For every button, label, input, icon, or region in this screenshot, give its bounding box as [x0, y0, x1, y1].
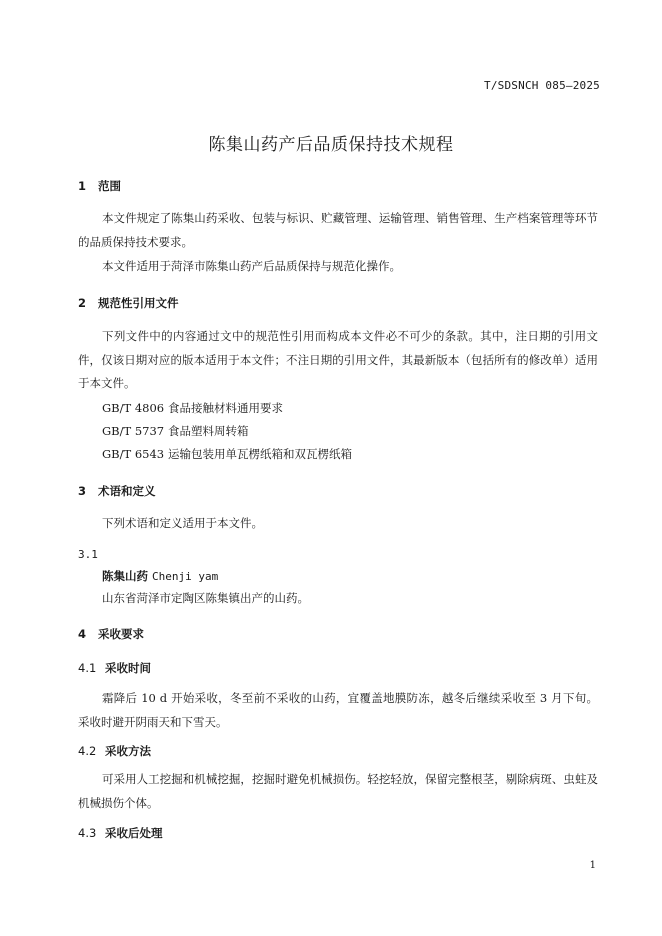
- reference-name: 食品塑料周转箱: [168, 424, 249, 438]
- subsection-number: 4.2: [78, 744, 97, 758]
- section-4-heading: [78, 626, 144, 642]
- reference-code: GB/T 6543: [102, 447, 165, 461]
- section-3-heading: [78, 483, 156, 499]
- reference-code: GB/T 5737: [102, 424, 165, 438]
- section-1-heading: [78, 178, 121, 194]
- page-number: 1: [589, 860, 596, 871]
- reference-item: [102, 423, 249, 439]
- section-title: 采收要求: [98, 627, 144, 641]
- term-name-cn: 陈集山药: [102, 569, 148, 583]
- section-1-paragraph-1: 本文件规定了陈集山药采收、包装与标识、贮藏管理、运输管理、销售管理、生产档案管理等环节的品质保持技术要求。: [78, 211, 598, 249]
- reference-code: GB/T 4806: [102, 401, 165, 415]
- term-definition: 山东省菏泽市定陶区陈集镇出产的山药。: [102, 591, 309, 605]
- subsection-title: 采收后处理: [105, 826, 163, 840]
- section-2-paragraph-1: 下列文件中的内容通过文中的规范性引用而构成本文件必不可少的条款。其中，注日期的引用文件，仅该日期对应的版本适用于本文件；不注日期的引用文件，其最新版本（包括所有的修改单）适用于本文件。: [78, 329, 598, 390]
- subsection-4-2-text: 可采用人工挖掘和机械挖掘，挖掘时避免机械损伤。轻挖轻放，保留完整根茎，剔除病斑、虫蛀及机械损伤个体。: [78, 772, 598, 810]
- section-title: 范围: [98, 179, 121, 193]
- document-title: 陈集山药产后品质保持技术规程: [208, 135, 454, 155]
- subsection-title: 采收方法: [105, 744, 151, 758]
- section-1-paragraph-2: 本文件适用于菏泽市陈集山药产后品质保持与规范化操作。: [102, 259, 401, 273]
- subsection-number: 4.3: [78, 826, 97, 840]
- section-title: 术语和定义: [98, 484, 156, 498]
- subsection-4-1-heading: [78, 660, 151, 676]
- term-name: [102, 568, 218, 584]
- section-number: 1: [78, 179, 87, 193]
- section-number: 3: [78, 484, 87, 498]
- section-number: 2: [78, 296, 87, 310]
- section-title: 规范性引用文件: [98, 296, 179, 310]
- section-3-paragraph-1: 下列术语和定义适用于本文件。: [102, 516, 263, 530]
- term-name-en: Chenji yam: [152, 570, 219, 583]
- reference-name: 食品接触材料通用要求: [168, 401, 283, 415]
- reference-name: 运输包装用单瓦楞纸箱和双瓦楞纸箱: [168, 447, 352, 461]
- subsection-4-1-text: 霜降后 10 d 开始采收，冬至前不采收的山药，宜覆盖地膜防冻，越冬后继续采收至 3 月下旬。采收时避开阴雨天和下雪天。: [78, 691, 598, 729]
- section-2-heading: [78, 295, 179, 311]
- reference-item: [102, 446, 352, 462]
- reference-item: [102, 400, 283, 416]
- subsection-4-2-heading: [78, 743, 151, 759]
- section-number: 4: [78, 627, 87, 641]
- standard-code: T/SDSNCH 085—2025: [484, 79, 600, 92]
- subsection-4-3-heading: [78, 825, 163, 841]
- subsection-number: 4.1: [78, 661, 97, 675]
- term-number: 3.1: [78, 548, 98, 561]
- subsection-title: 采收时间: [105, 661, 151, 675]
